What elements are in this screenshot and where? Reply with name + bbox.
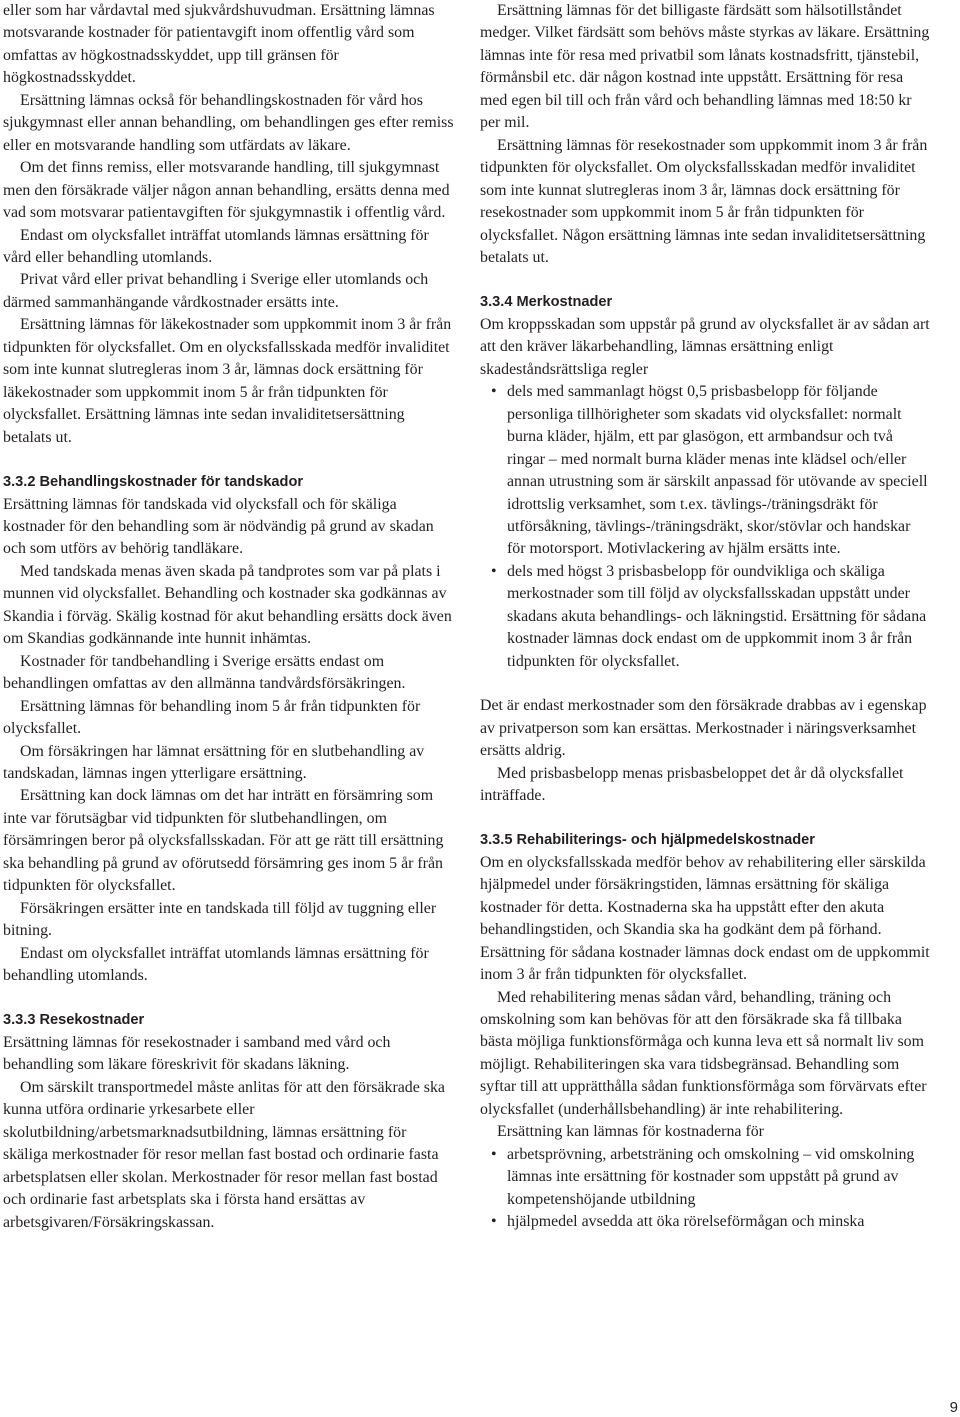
bullet-icon: • bbox=[491, 1145, 497, 1163]
paragraph: Om det finns remiss, eller motsvarande handling, till sjukgymnast men den försäkrade väljer någon annan behandling, ersätts denna med vad som motsvarar patientavgiften för sjukgymnastik i offentlig vård. bbox=[3, 159, 450, 222]
section-spacer bbox=[480, 269, 930, 291]
paragraph: Ersättning lämnas för tandskada vid olycksfall och för skäliga kostnader för den behandling som är nödvändig på grund av skadan och som utförs av behörig tandläkare. bbox=[3, 495, 434, 558]
section-spacer bbox=[480, 807, 930, 829]
bullet-icon: • bbox=[491, 562, 497, 580]
paragraph: eller som har vårdavtal med sjukvårdshuvudman. Ersättning lämnas motsvarande kostnader för patientavgift inom offentlig vård som omfattas av högkostnadsskyddet, upp till gränsen för högkostnadsskyddet. bbox=[3, 2, 435, 87]
paragraph: Det är endast merkostnader som den försäkrade drabbas av i egenskap av privatperson som kan ersättas. Merkostnader i näringsverksamhet ersätts aldrig. bbox=[480, 697, 927, 760]
paragraph: Med prisbasbelopp menas prisbasbeloppet det år då olycksfallet inträffade. bbox=[480, 764, 904, 804]
left-column bbox=[3, 0, 454, 1234]
list-item bbox=[491, 1144, 930, 1211]
bullet-icon: • bbox=[491, 383, 497, 401]
section-spacer bbox=[3, 449, 454, 471]
bullet-list-rehabilitering bbox=[480, 1144, 930, 1234]
list-item bbox=[491, 561, 930, 673]
paragraph: Ersättning lämnas också för behandlingskostnaden för vård hos sjukgymnast eller annan behandling, om behandlingen ges efter remiss eller en motsvarande handling som utfärdats av läkare. bbox=[3, 91, 454, 154]
paragraph: Ersättning kan dock lämnas om det har inträtt en försämring som inte var förutsägbar vid tidpunkten för slutbehandlingen, om försämringen beror på olycksfallsskadan. För att ge rätt till ersättning ska behandling på grund av oförutsedd försämring ges inom 5 år från tidpunkten för olycksfallet. bbox=[3, 787, 444, 895]
page-number: 9 bbox=[949, 1399, 958, 1416]
list-item-text: arbetsprövning, arbetsträning och omskolning – vid omskolning lämnas inte ersättning för kostnader som uppstått på grund av kompetenshöjande utbildning bbox=[507, 1145, 915, 1208]
paragraph: Med tandskada menas även skada på tandprotes som var på plats i munnen vid olycksfallet. Behandling och kostnader ska godkännas av Skandia i förväg. Skälig kostnad för akut behandling ersätts dock även om Skandias godkännande inte hunnit inhämtas. bbox=[3, 562, 452, 648]
paragraph: Kostnader för tandbehandling i Sverige ersätts endast om behandlingen omfattas av den allmänna tandvårdsförsäkringen. bbox=[3, 652, 406, 693]
list-item-text: dels med sammanlagt högst 0,5 prisbasbelopp för följande personliga tillhörigheter som skadats vid olycksfallet: normalt burna kläder, hjälm, ett par glasögon, ett armbandsur och två ringar – med normalt burna kläder menas inte klädsel och/eller annan utrustning som är särskilt anpassad för utövande av speciell idrottslig verksamhet, som t.ex. tävlings-/träningsdräkt för utförsåkning, tävlings-/träningsdräkt, skor/stövlar och handskar för motorsport. Motivlackering av hjälm ersätts inte. bbox=[507, 383, 928, 558]
section-heading-333: 3.3.3 Resekostnader bbox=[3, 1012, 145, 1029]
paragraph: Med rehabilitering menas sådan vård, behandling, träning och omskolning som kan behövas för att den försäkrade ska få tillbaka bästa möjliga funktionsförmåga och kunna leva ett så normalt liv som möjligt. Rehabiliteringen ska vara tidsbegränsad. Behandling som syftar till att upprätthålla sådan funktionsförmåga som förvärvats efter olycksfallet (underhållsbehandling) är inte rehabilitering. bbox=[480, 988, 927, 1118]
paragraph: Ersättning kan lämnas för kostnaderna för bbox=[497, 1123, 764, 1141]
paragraph: Ersättning lämnas för det billigaste färdsätt som hälsotillståndet medger. Vilket färdsätt som behövs måste styrkas av läkare. Ersättning lämnas inte för resa med privatbil som lånats kostnadsfritt, tjänstebil, förmånsbil etc. där någon kostnad inte uppstått. Ersättning för resa med egen bil till och från vård och behandling lämnas med 18:50 kr per mil. bbox=[480, 2, 930, 132]
list-item-text: hjälpmedel avsedda att öka rörelseförmågan och minska bbox=[507, 1213, 865, 1231]
paragraph: Endast om olycksfallet inträffat utomlands lämnas ersättning för vård eller behandling utomlands. bbox=[3, 226, 429, 266]
bullet-list-merkostnader bbox=[480, 381, 930, 673]
list-item bbox=[491, 381, 930, 561]
bullet-icon: • bbox=[491, 1213, 497, 1231]
list-item bbox=[491, 1211, 930, 1233]
paragraph: Ersättning lämnas för läkekostnader som uppkommit inom 3 år från tidpunkten för olycksfallet. Om en olycksfallsskada medför invaliditet som inte kunnat slutregleras inom 3 år, lämnas dock ersättning för läkekostnader som uppkommit inom 5 år från tidpunkten för olycksfallet. Ersättning lämnas inte sedan invaliditetsersättning betalats ut. bbox=[3, 316, 452, 446]
paragraph: Försäkringen ersätter inte en tandskada till följd av tuggning eller bitning. bbox=[3, 899, 437, 940]
right-column bbox=[480, 0, 930, 1234]
paragraph: Endast om olycksfallet inträffat utomlands lämnas ersättning för behandling utomlands. bbox=[3, 944, 429, 985]
paragraph: Privat vård eller privat behandling i Sverige eller utomlands och därmed sammanhängande vårdkostnader ersätts inte. bbox=[3, 271, 429, 311]
paragraph: Ersättning lämnas för behandling inom 5 år från tidpunkten för olycksfallet. bbox=[3, 697, 421, 738]
section-heading-335: 3.3.5 Rehabiliterings- och hjälpmedelskostnader bbox=[480, 832, 815, 849]
section-spacer bbox=[480, 673, 930, 695]
paragraph: Om kroppsskadan som uppstår på grund av olycksfallet är av sådan art att den kräver läkarbehandling, lämnas ersättning enligt skadeståndsrättsliga regler bbox=[480, 315, 930, 378]
section-spacer bbox=[3, 987, 454, 1009]
paragraph: Ersättning lämnas för resekostnader i samband med vård och behandling som läkare föreskrivit för skadans läkning. bbox=[3, 1033, 391, 1074]
paragraph: Om särskilt transportmedel måste anlitas för att den försäkrade ska kunna utföra ordinarie yrkesarbete eller skolutbildning/arbetsmarknadsutbildning, lämnas ersättning för skäliga merkostnader för resor mellan fast bostad och ordinarie fasta arbetsplatsen eller skolan. Merkostnader för resor mellan fast bostad och ordinarie fast arbetsplats ska i första hand ersättas av arbetsgivaren/Försäkringskassan. bbox=[3, 1078, 445, 1231]
section-heading-332: 3.3.2 Behandlingskostnader för tandskador bbox=[3, 474, 304, 491]
paragraph: Om en olycksfallsskada medför behov av rehabilitering eller särskilda hjälpmedel under försäkringstiden, lämnas ersättning för skäliga kostnader för detta. Kostnaderna ska ha uppstått efter den akuta behandlingstiden, och Skandia ska ha godkänt dem på förhand. Ersättning för sådana kostnader lämnas dock endast om de uppkommit inom 3 år från tidpunkten för olycksfallet. bbox=[480, 853, 930, 984]
paragraph: Om försäkringen har lämnat ersättning för en slutbehandling av tandskadan, lämnas ingen ytterligare ersättning. bbox=[3, 742, 425, 782]
list-item-text: dels med högst 3 prisbasbelopp för oundvikliga och skäliga merkostnader som till följd av olycksfallsskadan uppstått under skadans akuta behandlings- och läkningstid. Ersättning för sådana kostnader lämnas dock endast om de uppkommit inom 3 år från tidpunkten för olycksfallet. bbox=[507, 562, 927, 670]
paragraph: Ersättning lämnas för resekostnader som uppkommit inom 3 år från tidpunkten för olycksfallet. Om olycksfallsskadan medför invaliditet som inte kunnat slutregleras inom 3 år, lämnas dock ersättning för resekostnader som uppkommit inom 5 år från tidpunkten för olycksfallet. Någon ersättning lämnas inte sedan invaliditetsersättning betalats ut. bbox=[480, 136, 928, 266]
section-heading-334: 3.3.4 Merkostnader bbox=[480, 294, 613, 311]
